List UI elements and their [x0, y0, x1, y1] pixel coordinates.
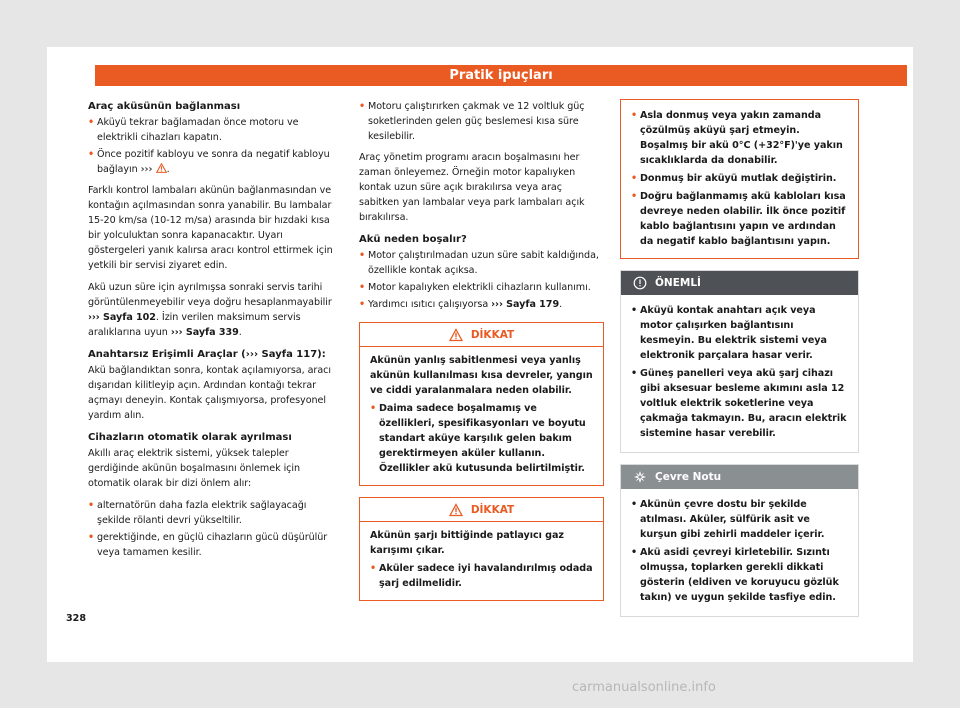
- warning-triangle-icon: [449, 503, 463, 517]
- list-item: • Motoru çalıştırırken çakmak ve 12 voltluk güç soketlerinden gelen güç beslemesi kısa süre kesilebilir.: [359, 99, 604, 144]
- important-title: ÖNEMLİ: [655, 277, 701, 289]
- paragraph: Farklı kontrol lambaları akünün bağlanmasından ve kontağın açılmasından sonra yanabilir. Bu lambalar 15-20 km/sa (10-12 m/sa) arasında bir hızdaki kısa bir yolculuktan sonra kapanacaktır. Uyarı göstergeleri yanık kalırsa aracı kontrol ettirmek için yetkili bir servisi ziyaret edin.: [88, 185, 333, 271]
- watermark: carmanualsonline.info: [572, 680, 716, 695]
- list-item: • Önce pozitif kabloyu ve sonra da negatif kabloyu bağlayın ››› .: [88, 147, 335, 177]
- list-item: • Güneş panelleri veya akü şarj cihazı gibi aksesuar besleme akımını asla 12 voltluk elektrik soketlerine veya çakmağa takmayın. Bu, aracın elektrik sistemine hasar verebilir.: [631, 366, 848, 441]
- list-item: • Akü asidi çevreyi kirletebilir. Sızıntı olmuşsa, toplarken gerekli dikkati gösterin (eldiven ve koruyucu gözlük takın) ve uygun şekilde tasfiye edin.: [631, 545, 848, 605]
- page-link[interactable]: ››› Sayfa 179: [491, 299, 560, 310]
- bullet-list: [631, 108, 848, 249]
- page-link[interactable]: ››› Sayfa 339: [170, 327, 239, 338]
- list-item: • Yardımcı ısıtıcı çalışıyorsa ››› Sayfa 179.: [359, 297, 604, 312]
- paragraph: Akü bağlandıktan sonra, kontak açılamıyorsa, aracı dışarıdan kilitleyip açın. Ardından kontağı tekrar açmayı deneyin. Kontak çalışmıyorsa, profesyonel yardım alın.: [88, 365, 331, 421]
- warning-triangle-icon: [449, 328, 463, 342]
- heading-auto-disconnect: Cihazların otomatik olarak ayrılması: [88, 432, 292, 443]
- warning-body: [360, 522, 603, 600]
- list-item-text: Önce pozitif kabloyu ve sonra da negatif kabloyu bağlayın: [97, 149, 330, 175]
- list-item: • alternatörün daha fazla elektrik sağlayacağı şekilde rölanti devri yükseltilir.: [88, 498, 335, 528]
- paragraph: Akıllı araç elektrik sistemi, yüksek talepler gerdiğinde akünün boşalmasını önlemek için otomatik olarak bir dizi önlem alır:: [88, 448, 301, 489]
- warning-box: [359, 497, 604, 601]
- heading-keyless: Anahtarsız Erişimli Araçlar (››› Sayfa 117):: [88, 349, 326, 360]
- heading-why-discharge: Akü neden boşalır?: [359, 234, 467, 245]
- warning-triangle-icon: [156, 163, 167, 173]
- warning-body: [621, 100, 858, 258]
- cross-reference[interactable]: ›››: [141, 164, 167, 175]
- list-item: • Aküyü tekrar bağlamadan önce motoru ve elektrikli cihazları kapatın.: [88, 115, 335, 145]
- bullet-list: [631, 303, 848, 441]
- warning-text: Akünün şarjı bittiğinde patlayıcı gaz karışımı çıkar.: [370, 530, 564, 556]
- paragraph: Akü uzun süre için ayrılmışsa sonraki servis tarihi görüntülenmeyebilir veya doğru hesaplanmayabilir ››› Sayfa 102. İzin verilen maksimum servis aralıklarına uyun ››› Sayfa 339.: [88, 282, 332, 338]
- list-item: • Aküyü kontak anahtarı açık veya motor çalışırken bağlantısını kesmeyin. Bu elektrik sistemi veya elektronik parçalara hasar verir.: [631, 303, 848, 363]
- warning-text: Akünün yanlış sabitlenmesi veya yanlış akünün kullanılması kısa devreler, yangın ve ciddi yaralanmalara neden olabilir.: [370, 355, 593, 396]
- list-item: • Doğru bağlanmamış akü kabloları kısa devreye neden olabilir. İlk önce pozitif kablo bağlantısını yapın ve ardından da negatif kablo bağlantısını yapın.: [631, 189, 848, 249]
- environment-title: Çevre Notu: [655, 471, 722, 483]
- bullet-list: [359, 248, 604, 312]
- environment-body: [621, 489, 858, 616]
- bullet-list: [88, 498, 335, 560]
- list-item: • gerektiğinde, en güçlü cihazların gücü düşürülür veya tamamen kesilir.: [88, 530, 335, 560]
- page-link[interactable]: ››› Sayfa 102: [88, 312, 156, 323]
- list-item: • Motor kapalıyken elektrikli cihazların kullanımı.: [359, 280, 604, 295]
- page-link[interactable]: (››› Sayfa 117):: [241, 349, 326, 360]
- important-box: [620, 270, 859, 453]
- list-item: • Donmuş bir aküyü mutlak değiştirin.: [631, 171, 848, 186]
- list-item: • Asla donmuş veya yakın zamanda çözülmüş aküyü şarj etmeyin. Boşalmış bir akü 0°C (+32°F)'ye yakın sıcaklıklarda da donabilir.: [631, 108, 848, 168]
- warning-header: [360, 498, 603, 522]
- info-circle-icon: [633, 276, 647, 290]
- list-item: • Motor çalıştırılmadan uzun süre sabit kaldığında, özellikle kontak açıksa.: [359, 248, 604, 278]
- warning-body: [360, 347, 603, 485]
- paragraph: Araç yönetim programı aracın boşalmasını her zaman önleyemez. Örneğin motor kapalıyken kontak uzun süre açık bırakılırsa veya araç sabitken yan lambalar veya park lambaları açık bırakılırsa.: [359, 152, 585, 223]
- important-body: [621, 295, 858, 452]
- environment-note-box: [620, 464, 859, 617]
- heading-battery-connect: Araç aküsünün bağlanması: [88, 101, 241, 112]
- section-header: [95, 65, 907, 86]
- page-number: 328: [66, 613, 87, 624]
- list-item: • Akünün çevre dostu bir şekilde atılması. Aküler, sülfürik asit ve kurşun gibi zehirli maddeler içerir.: [631, 497, 848, 542]
- warning-header: [360, 323, 603, 347]
- manual-page: [47, 47, 913, 662]
- column-middle: [359, 99, 604, 612]
- warning-title: DİKKAT: [470, 503, 515, 516]
- bullet-list: [88, 115, 335, 177]
- warning-title: DİKKAT: [470, 328, 515, 341]
- list-item: • Daima sadece boşalmamış ve özellikleri, spesifikasyonları ve boyutu standart aküye karşılık gelen bakım gerektirmeyen aküler kullanın. Özellikler akü kutusunda belirtilmiştir.: [370, 401, 593, 476]
- column-right: [620, 99, 859, 628]
- important-header: [621, 271, 858, 295]
- warning-continuation-box: [620, 99, 859, 259]
- leaf-icon: [633, 470, 647, 484]
- warning-box: [359, 322, 604, 486]
- bullet-list: [370, 561, 593, 591]
- list-item: • Aküler sadece iyi havalandırılmış odada şarj edilmelidir.: [370, 561, 593, 591]
- bullet-list: [370, 401, 593, 476]
- section-title: Pratik ipuçları: [449, 68, 553, 83]
- bullet-list: [359, 99, 604, 144]
- column-left: [88, 99, 335, 566]
- environment-header: [621, 465, 858, 489]
- bullet-list: [631, 497, 848, 605]
